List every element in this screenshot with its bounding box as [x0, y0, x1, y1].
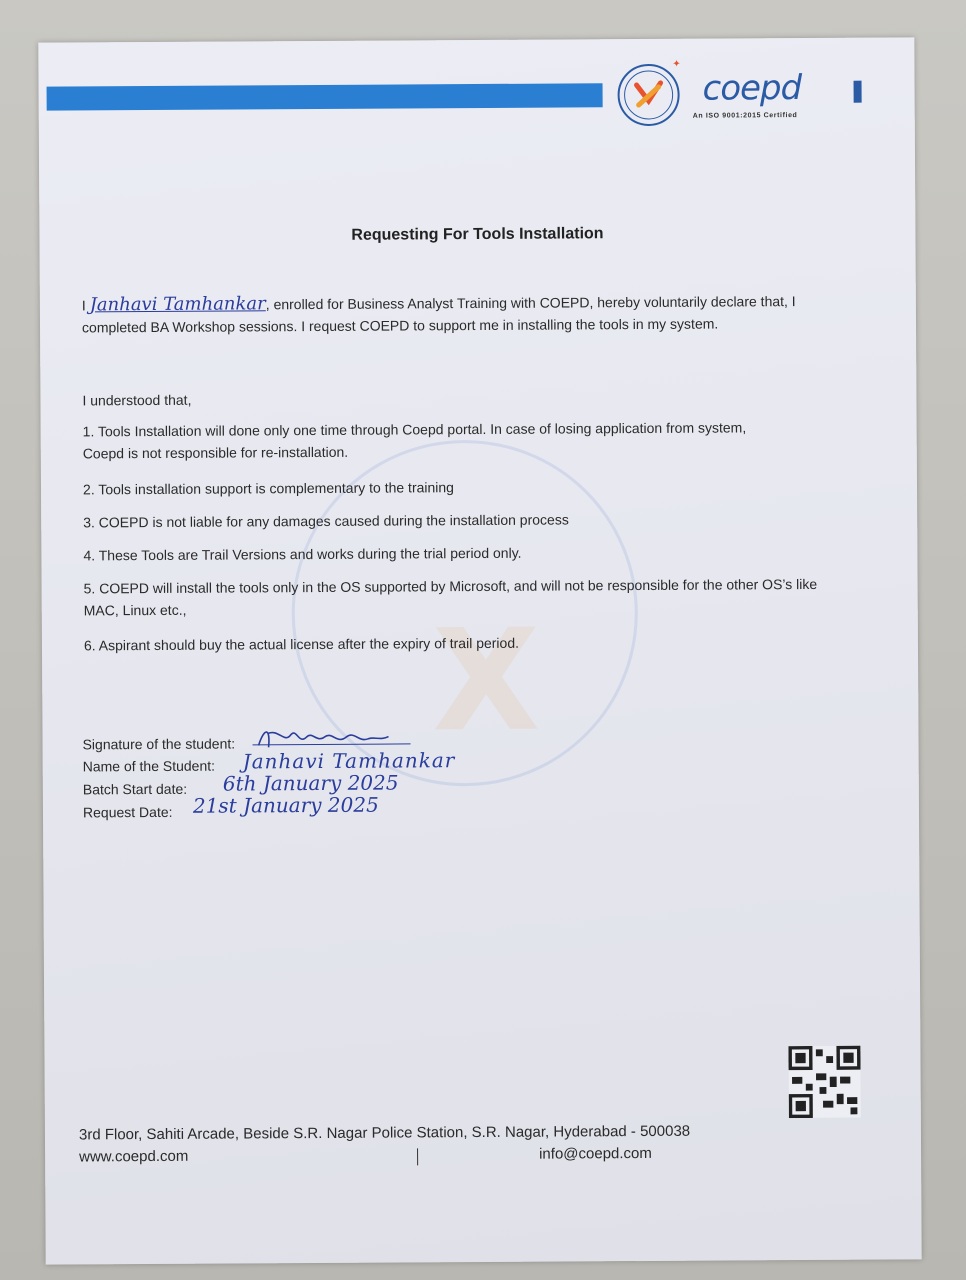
batch-start-label: Batch Start date:: [82, 780, 188, 798]
intro-line1: , enrolled for Business Analyst Training with COEPD, hereby voluntarily declare that, I: [265, 293, 796, 313]
list-item: 6. Aspirant should buy the actual license after the expiry of trail period.: [83, 634, 520, 654]
footer-address: 3rd Floor, Sahiti Arcade, Beside S.R. Nagar Police Station, S.R. Nagar, Hyderabad - 500038: [78, 1122, 691, 1144]
list-item: 4. These Tools are Trail Versions and works during the trial period only.: [83, 544, 522, 564]
intro-prefix: I: [81, 297, 86, 314]
footer-divider: [417, 1148, 418, 1165]
list-item: [83, 415, 893, 464]
handwritten-student-name: Janhavi Tamhankar: [89, 293, 266, 316]
footer-website: www.coepd.com: [79, 1147, 189, 1166]
intro-paragraph: [82, 290, 882, 339]
watermark-x-icon: X: [431, 599, 541, 764]
list-item-line: 5. COEPD will install the tools only in the OS supported by Microsoft, and will not be responsible for the other OS’s like: [83, 575, 818, 597]
list-item: 3. COEPD is not liable for any damages caused during the installation process: [83, 511, 569, 531]
header-bar: [47, 83, 603, 110]
handwritten-request-date: 21st January 2025: [192, 792, 379, 818]
intro-line2: completed BA Workshop sessions. I request COEPD to support me in installing the tools in my system.: [81, 315, 719, 336]
logo-emblem-icon: [610, 57, 690, 127]
logo-wordmark: coepd: [702, 68, 802, 109]
footer-email: info@coepd.com: [539, 1144, 652, 1163]
request-date-label: Request Date:: [82, 803, 173, 821]
handwritten-name-value: Janhavi Tamhankar: [242, 748, 456, 774]
list-item-line: MAC, Linux etc.,: [83, 601, 187, 619]
logo-certification: An ISO 9001:2015 Certified: [692, 112, 798, 120]
list-item-line: 1. Tools Installation will done only one time through Coepd portal. In case of losing application from system,: [82, 419, 747, 440]
logo-bar: [854, 81, 862, 103]
list-item: [84, 572, 894, 621]
svg-text:✦: ✦: [672, 58, 681, 70]
document-title: Requesting For Tools Installation: [351, 225, 604, 244]
qr-code-icon: [788, 1046, 860, 1118]
document-page: [38, 37, 921, 1264]
list-item: 2. Tools installation support is complementary to the training: [82, 479, 455, 498]
understood-heading: I understood that,: [82, 391, 192, 409]
coepd-logo: [610, 56, 870, 128]
list-item-line: Coepd is not responsible for re-installation.: [82, 443, 349, 462]
name-label: Name of the Student:: [82, 757, 216, 775]
signature-label: Signature of the student:: [82, 735, 236, 753]
handwritten-batch-date: 6th January 2025: [222, 770, 399, 796]
